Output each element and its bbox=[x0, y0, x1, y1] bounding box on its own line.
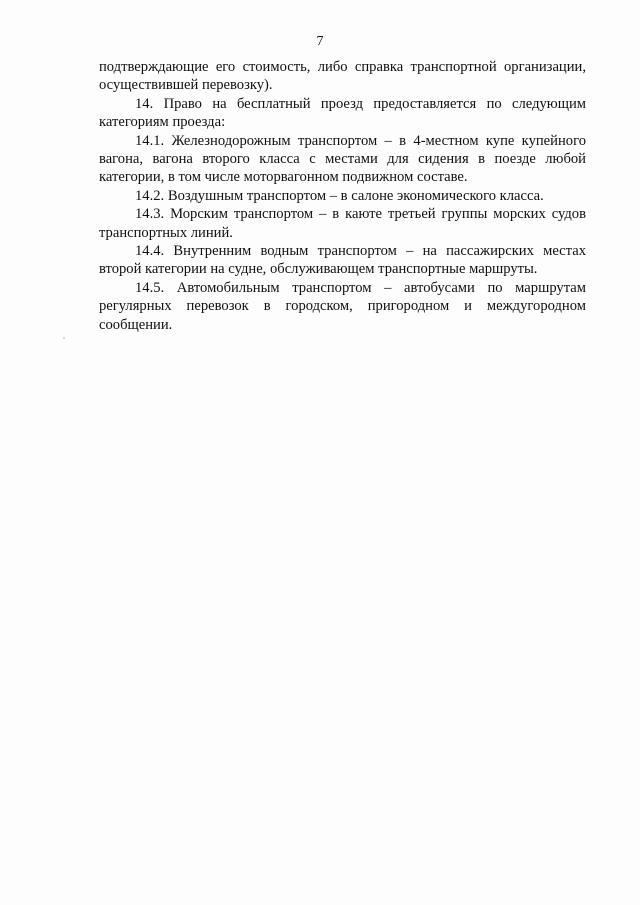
paragraph-continuation: подтверждающие его стоимость, либо справка транспортной организации, осуществившей перевозку). bbox=[99, 59, 586, 94]
scan-speck bbox=[63, 337, 65, 339]
paragraph-14-3-sea: 14.3. Морским транспортом – в каюте третьей группы морских судов транспортных линий. bbox=[99, 206, 586, 241]
paragraph-14: 14. Право на бесплатный проезд предоставляется по следующим категориям проезда: bbox=[99, 95, 586, 131]
page-number: 7 bbox=[316, 34, 324, 49]
paragraph-14-2-air: 14.2. Воздушным транспортом – в салоне экономического класса. bbox=[135, 187, 544, 204]
paragraph-14-4-inland-water: 14.4. Внутренним водным транспортом – на пассажирских местах второй категории на судне, обслуживающем транспортные маршруты. bbox=[99, 243, 586, 278]
paragraph-14-1-railway: 14.1. Железнодорожным транспортом – в 4-местном купе купейного вагона, вагона второго класса с местами для сидения в поезде любой категории, в том числе моторвагонном подвижном составе. bbox=[99, 132, 586, 186]
paragraph-14-5-road: 14.5. Автомобильным транспортом – автобусами по маршрутам регулярных перевозок в городском, пригородном и междугородном сообщении. bbox=[99, 279, 586, 333]
document-body bbox=[99, 58, 586, 334]
